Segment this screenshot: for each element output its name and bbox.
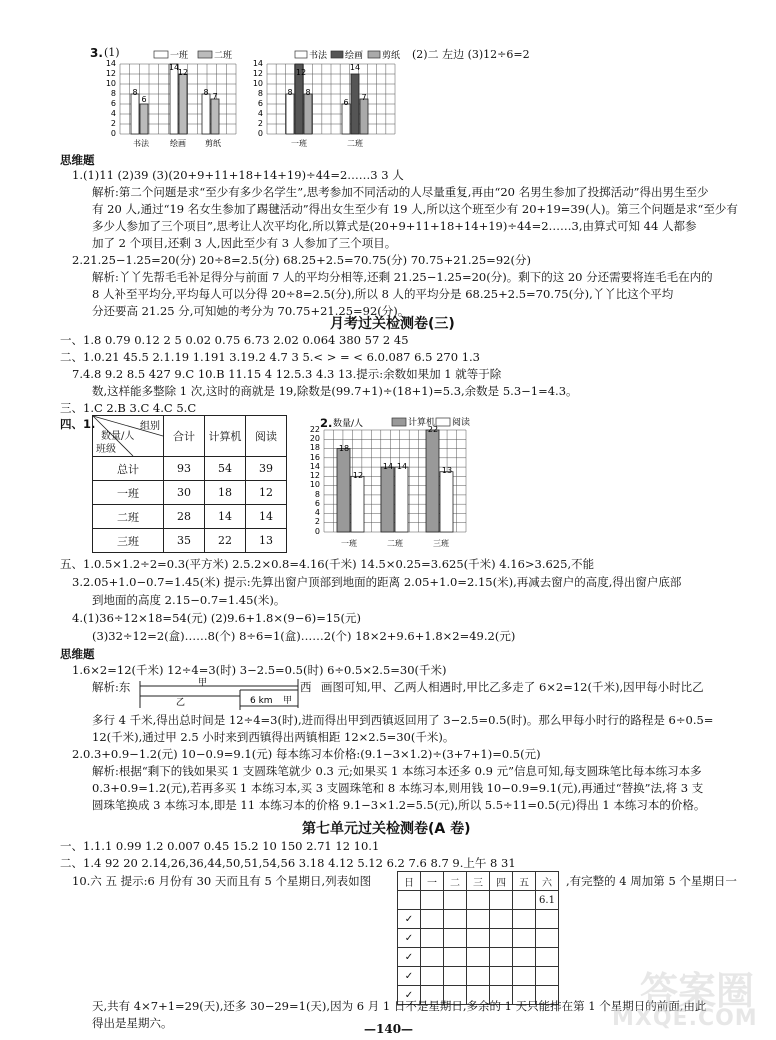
chart3-ylabel: 数量/人 — [333, 419, 364, 429]
text-line: 8 人补至平均分,平均每人可以分得 20÷8=2.5(分),所以 8 人的平均分是 68.25+2.5=70.75(分),丫丫比这个平均 — [92, 287, 674, 301]
legend-swatch-jisuanji — [392, 418, 406, 426]
chart-3 — [300, 412, 475, 554]
y-tick: 0 — [314, 527, 320, 536]
y-tick: 6 — [257, 99, 263, 108]
bar — [170, 64, 178, 134]
text-line: 加了 2 个项目,还剩 3 人,因此至少有 3 人参加了三个项目。 — [92, 236, 397, 250]
chart-2 — [252, 46, 405, 150]
x-tick: 剪纸 — [205, 139, 221, 148]
cal-first-day: 6.1 — [536, 891, 559, 910]
y-tick: 2 — [314, 517, 320, 526]
y-tick: 10 — [105, 79, 116, 88]
chart3-label: 2. — [320, 416, 333, 430]
q3-part1: (1) — [104, 46, 120, 59]
table-row: 一班 30 18 12 — [93, 481, 287, 505]
text-line: 3.2.05+1.0−0.7=1.45(米) 提示:先算出窗户顶部到地面的距离 2.05+1.0=2.15(米),再减去窗户的高度,得出窗户底部 — [72, 575, 682, 589]
bar-label: 22 — [427, 425, 439, 434]
y-tick: 0 — [257, 129, 263, 138]
text-line: 到地面的高度 2.15−0.7=1.45(米)。 — [92, 593, 286, 607]
bar — [395, 467, 408, 532]
y-tick: 12 — [252, 69, 263, 78]
x-tick: 一班 — [291, 139, 307, 148]
check-icon: ✓ — [398, 967, 421, 986]
cal-header: 五 — [513, 872, 536, 891]
text-line: 二、1.4 92 20 2.14,26,36,44,50,51,54,56 3.18 4.12 5.12 6.2 7.6 8.7 9.上午 8 31 — [60, 856, 516, 870]
bar-label: 12 — [295, 68, 307, 77]
x-tick: 一班 — [341, 539, 357, 548]
text-line: 0.3+0.9=1.2(元),若再多买 1 本练习本,买 3 支圆珠笔和 8 本练习本,则用钱 10−0.9=9.1(元),再通过“替换”法,将 3 支 — [92, 781, 704, 795]
x-tick: 三班 — [433, 539, 449, 548]
chart-1-legend — [154, 49, 232, 61]
y-tick: 8 — [110, 89, 116, 98]
bar-label: 18 — [338, 444, 350, 453]
bar-label: 14 — [382, 462, 394, 471]
y-tick: 4 — [110, 109, 116, 118]
table-label: 四、1. — [60, 417, 96, 431]
bar-label: 6 — [343, 98, 349, 107]
y-tick: 0 — [110, 129, 116, 138]
y-tick: 2 — [257, 119, 263, 128]
page-number: —140— — [364, 1022, 414, 1036]
table-corner — [93, 416, 164, 457]
table-header: 合计 — [164, 416, 205, 457]
bar — [342, 104, 350, 134]
text-line: 1.6×2=12(千米) 12÷4=3(时) 3−2.5=0.5(时) 6÷0.5×2.5=30(千米) — [72, 663, 447, 677]
y-tick: 10 — [252, 79, 263, 88]
corner-mid: 数量/人 — [101, 431, 135, 442]
x-tick: 二班 — [387, 539, 403, 548]
text-line: (3)32÷12=2(盒)……8(个) 8÷6=1(盒)……2(个) 18×2+9.6+1.8×2=49.2(元) — [92, 629, 516, 643]
y-tick: 4 — [314, 508, 320, 517]
cal-header: 二 — [444, 872, 467, 891]
text-line: 2.0.3+0.9−1.2(元) 10−0.9=9.1(元) 每本练习本价格:(9.1−3×1.2)÷(3+7+1)=0.5(元) — [72, 747, 541, 761]
yi-label: 乙 — [176, 698, 186, 708]
y-tick: 18 — [309, 443, 320, 452]
text-line: 一、1.1.1 0.99 1.2 0.007 0.45 15.2 10 150 2.71 12 10.1 — [60, 839, 380, 853]
text-line: 得出是星期六。 — [92, 1016, 173, 1030]
bar — [140, 104, 148, 134]
cal-header: 三 — [467, 872, 490, 891]
bar — [360, 99, 368, 134]
corner-bottom: 班级 — [96, 444, 116, 455]
y-tick: 16 — [309, 453, 320, 462]
y-tick: 14 — [105, 59, 116, 68]
y-tick: 22 — [309, 425, 320, 434]
y-tick: 10 — [309, 480, 320, 489]
section-heading: 思维题 — [60, 647, 95, 661]
check-icon: ✓ — [398, 910, 421, 929]
bar — [211, 99, 219, 134]
text-line: 圆珠笔换成 3 本练习本,即是 11 本练习本的价格 9.1−3×1.2=5.5(元),所以 5.5÷11=0.5(元)得出 1 本练习本的价格。 — [92, 798, 706, 812]
journey-diagram — [138, 676, 308, 712]
text-line: 多行 4 千米,得出总时间是 12÷4=3(时),进而得出甲到西镇返回用了 3−2.5=0.5(时)。那么甲每小时行的路程是 6÷0.5= — [92, 713, 714, 727]
text-line: 二、1.0.21 45.5 2.1.19 1.191 3.19.2 4.7 3 5.< > = < 6.0.087 6.5 270 1.3 — [60, 350, 480, 364]
legend-swatch-yiban — [154, 51, 168, 58]
bar-label: 8 — [287, 88, 293, 97]
chart-2-legend — [295, 49, 400, 61]
jia-label: 甲 — [198, 678, 208, 688]
legend-label-huihua: 绘画 — [345, 51, 364, 61]
text-line: 解析:第二个问题是求“至少有多少名学生”,思考参加不同活动的人尽量重复,再由“20 名男生参加了投掷活动”得出男生至少 — [92, 185, 709, 199]
check-icon: ✓ — [398, 948, 421, 967]
text-line: 1.(1)11 (2)39 (3)(20+9+11+18+14+19)÷44=2……3 3 人 — [72, 168, 404, 182]
watermark-url: MXQE.COM — [612, 1006, 758, 1031]
legend-label-erban: 二班 — [214, 51, 233, 61]
bar — [440, 472, 453, 532]
bar-label: 13 — [441, 466, 453, 475]
jia-label-2: 甲 — [283, 696, 293, 706]
text-line: 一、1.8 0.79 0.12 2 5 0.02 0.75 6.73 2.02 0.064 380 57 2 45 — [60, 333, 409, 347]
text-line: 解析:根据“剩下的钱如果买 1 支圆珠笔就少 0.3 元;如果买 1 本练习本还多 0.9 元”信息可知,每支圆珠笔比每本练习本多 — [92, 764, 702, 778]
text-line: 7.4.8 9.2 8.5 427 9.C 10.B 11.15 4 12.5.3 4.3 13.提示:余数如果加 1 就等于除 — [72, 367, 502, 381]
bar — [131, 94, 139, 134]
legend-label-jianzhi: 剪纸 — [382, 51, 401, 61]
table-row: 二班 28 14 14 — [93, 505, 287, 529]
section-title: 月考过关检测卷(三) — [330, 316, 455, 332]
bar-label: 14 — [168, 63, 180, 72]
bar-label: 7 — [212, 92, 218, 101]
x-tick: 绘画 — [170, 139, 186, 148]
bar-label: 14 — [396, 462, 408, 471]
bar-label: 8 — [132, 88, 138, 97]
text-line: 12(千米),通过甲 2.5 小时来到西镇得出两镇相距 12×2.5=30(千米)。 — [92, 730, 455, 744]
bar — [351, 74, 359, 134]
legend-swatch-yuedu — [436, 418, 450, 426]
text-line: 有 20 人,通过“19 名女生参加了踢毽活动”得出女生至少有 19 人,所以这个班至少有 20+19=39(人)。第三个问题是求“至少有 — [92, 202, 738, 216]
y-tick: 2 — [110, 119, 116, 128]
text-line: 画图可知,甲、乙两人相遇时,甲比乙多走了 6×2=12(千米),因甲每小时比乙 — [321, 680, 704, 694]
text-line: 五、1.0.5×1.2÷2=0.3(平方米) 2.5.2×0.8=4.16(千米) 14.5×0.25=3.625(千米) 4.16>3.625,不能 — [60, 557, 595, 571]
bar-label: 8 — [305, 88, 311, 97]
legend-label-jisuanji: 计算机 — [408, 418, 436, 428]
bar — [381, 467, 394, 532]
legend-label-yuedu: 阅读 — [452, 418, 471, 428]
data-table — [92, 415, 287, 553]
q3-rest: (2)二 左边 (3)12÷6=2 — [412, 48, 530, 61]
text-line: 天,共有 4×7+1=29(天),还多 30−29=1(天),因为 6 月 1 日不是星期日,多余的 1 天只能排在第 1 个星期日的前面,由此 — [92, 999, 707, 1013]
y-tick: 8 — [314, 490, 320, 499]
bar — [304, 94, 312, 134]
x-tick: 二班 — [347, 139, 363, 148]
cal-header: 四 — [490, 872, 513, 891]
watermark-logo: 答案圈 — [640, 969, 755, 1013]
bar — [351, 476, 364, 532]
diagram-label-east: 解析:东 — [92, 680, 131, 694]
text-line: 多少人参加了三个项目”,思考让人次平均化,所以算式是(20+9+11+18+14+19)÷44=2……3,由算式可知 44 人都参 — [92, 219, 697, 233]
table-header: 计算机 — [205, 416, 246, 457]
table-row: 三班 35 22 13 — [93, 529, 287, 553]
bar-label: 6 — [141, 95, 147, 104]
legend-label-shufa: 书法 — [309, 51, 328, 61]
y-tick: 12 — [105, 69, 116, 78]
dist-label: 6 km — [250, 696, 273, 706]
text-line: 4.(1)36÷12×18=54(元) (2)9.6+1.8×(9−6)=15(元) — [72, 611, 361, 625]
bar-label: 12 — [177, 68, 189, 77]
calendar-table — [397, 871, 559, 1005]
text-line: ,有完整的 4 周加第 5 个星期日一 — [566, 874, 737, 888]
y-tick: 20 — [309, 434, 320, 443]
text-line: 2.21.25−1.25=20(分) 20÷8=2.5(分) 68.25+2.5=70.75(分) 70.75+21.25=92(分) — [72, 253, 531, 267]
bar — [426, 430, 439, 532]
bar — [179, 74, 187, 134]
bar-label: 12 — [352, 471, 364, 480]
y-tick: 14 — [252, 59, 263, 68]
legend-label-yiban: 一班 — [170, 51, 189, 61]
cal-header: 六 — [536, 872, 559, 891]
bar — [202, 94, 210, 134]
y-tick: 4 — [257, 109, 263, 118]
check-icon: ✓ — [398, 929, 421, 948]
chart-1 — [105, 46, 250, 150]
bar-label: 7 — [361, 93, 367, 102]
legend-swatch-erban — [198, 51, 212, 58]
check-icon: ✓ — [398, 986, 421, 1005]
y-tick: 12 — [309, 471, 320, 480]
text-line: 解析:丫丫先帮毛毛补足得分与前面 7 人的平均分相等,还剩 21.25−1.25=20(分)。剩下的这 20 分还需要将连毛毛在内的 — [92, 270, 713, 284]
table-row: 总计 93 54 39 — [93, 457, 287, 481]
text-line: 三、1.C 2.B 3.C 4.C 5.C — [60, 401, 197, 415]
bar-label: 14 — [349, 63, 361, 72]
cal-header: 一 — [421, 872, 444, 891]
text-line: 数,这样能多整除 1 次,这时的商就是 19,除数是(99.7+1)÷(18+1)=5.3,余数是 5.3−1=4.3。 — [92, 384, 578, 398]
diagram-label-west: 西 — [300, 680, 312, 694]
y-tick: 6 — [314, 499, 320, 508]
text-line: 分还要高 21.25 分,可知她的考分为 70.75+21.25=92(分)。 — [92, 304, 410, 318]
x-tick: 书法 — [133, 139, 149, 148]
section-heading: 思维题 — [60, 153, 95, 167]
text-line: 10.六 五 提示:6 月份有 30 天而且有 5 个星期日,列表如图 — [72, 874, 372, 888]
y-tick: 8 — [257, 89, 263, 98]
y-tick: 6 — [110, 99, 116, 108]
y-tick: 14 — [309, 462, 320, 471]
bar — [337, 449, 350, 532]
section-title: 第七单元过关检测卷(A 卷) — [302, 821, 471, 837]
table-header: 阅读 — [246, 416, 287, 457]
bar-label: 8 — [203, 88, 209, 97]
bar — [286, 94, 294, 134]
corner-top: 组别 — [140, 421, 160, 432]
cal-header: 日 — [398, 872, 421, 891]
q3-label: 3. — [90, 46, 103, 60]
